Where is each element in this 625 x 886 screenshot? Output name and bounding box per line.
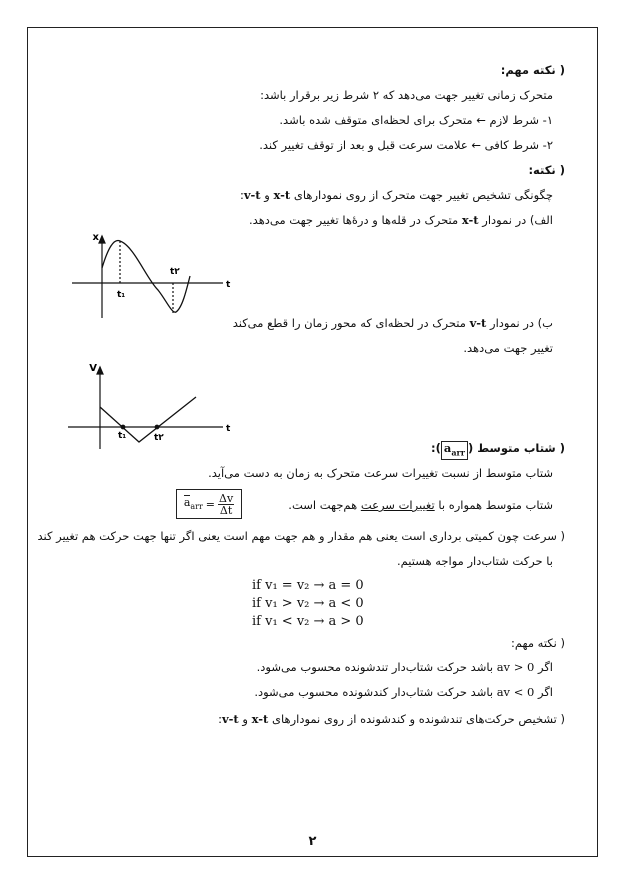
section-title-important-note: ( نکته مهم: (500, 63, 565, 77)
text-line: تغییر جهت می‌دهد. (463, 341, 553, 355)
t2-label: t۲ (170, 267, 180, 277)
math-condition-1: if v₁ = v₂ → a = 0 (252, 578, 364, 593)
v-axis-label: V (89, 363, 97, 374)
text-line: ۱- شرط لازم ← متحرک برای لحظه‌ای متوقف شده باشد. (279, 113, 553, 127)
axis-arrow (99, 236, 105, 243)
v-line (100, 397, 196, 442)
average-acceleration-formula: $a_{arr}$ = $\frac{\Delta v}{\Delta t}$ (176, 489, 242, 519)
t1-point (121, 425, 125, 429)
text-line: شتاب متوسط از نسبت تغییرات سرعت متحرک به زمان به دست می‌آید. (208, 466, 553, 480)
text-line: اگر av > 0 باشد حرکت شتاب‌دار تندشونده محسوب می‌شود. (256, 660, 553, 674)
text-line: ب) در نمودار v-t متحرک در لحظه‌ای که محور زمان را قطع می‌کند (232, 316, 553, 330)
text-line: متحرک زمانی تغییر جهت می‌دهد که ۲ شرط زیر برقرار باشد: (260, 88, 553, 102)
text-line: با حرکت شتاب‌دار مواجه هستیم. (397, 554, 553, 568)
t-axis-label: t (226, 280, 231, 290)
text-line: شتاب متوسط همواره با تغییرات سرعت هم‌جهت است. (288, 498, 553, 512)
t2-point (155, 425, 159, 429)
t-axis-label: t (226, 424, 231, 434)
text-line: ( تشخیص حرکت‌های تندشونده و کندشونده از روی نمودارهای x-t و v-t: (218, 712, 565, 726)
page-number: ۲ (308, 834, 317, 849)
text-line: چگونگی تشخیص تغییر جهت متحرک از روی نمودارهای x-t و v-t: (239, 188, 553, 202)
text-line: اگر av < 0 باشد حرکت شتاب‌دار کندشونده محسوب می‌شود. (254, 685, 553, 699)
t1-label: t₁ (118, 431, 127, 441)
section-title-important-note-2: ( نکته مهم: (511, 636, 565, 650)
x-t-graph (60, 228, 240, 324)
axis-arrow (97, 367, 103, 374)
v-t-graph (60, 361, 240, 453)
math-condition-3: if v₁ < v₂ → a > 0 (252, 614, 364, 629)
text-line: ۲- شرط کافی ← علامت سرعت قبل و بعد از توقف تغییر کند. (259, 138, 553, 152)
text-line: ( سرعت چون کمیتی برداری است یعنی هم مقدار و هم جهت مهم است یعنی اگر تنها جهت حرکت هم تغییر کند (37, 529, 565, 543)
t2-label: t۲ (154, 433, 164, 443)
text-line: الف) در نمودار x-t متحرک در قله‌ها و درهٔ‌ها تغییر جهت می‌دهد. (249, 213, 553, 227)
x-axis-label: x (92, 232, 99, 243)
section-title-average-acceleration: ( شتاب متوسط $(a_{arr})$: (431, 440, 565, 460)
section-title-note: ( نکته: (528, 163, 565, 177)
t1-label: t₁ (117, 290, 126, 300)
math-condition-2: if v₁ > v₂ → a < 0 (252, 596, 364, 611)
